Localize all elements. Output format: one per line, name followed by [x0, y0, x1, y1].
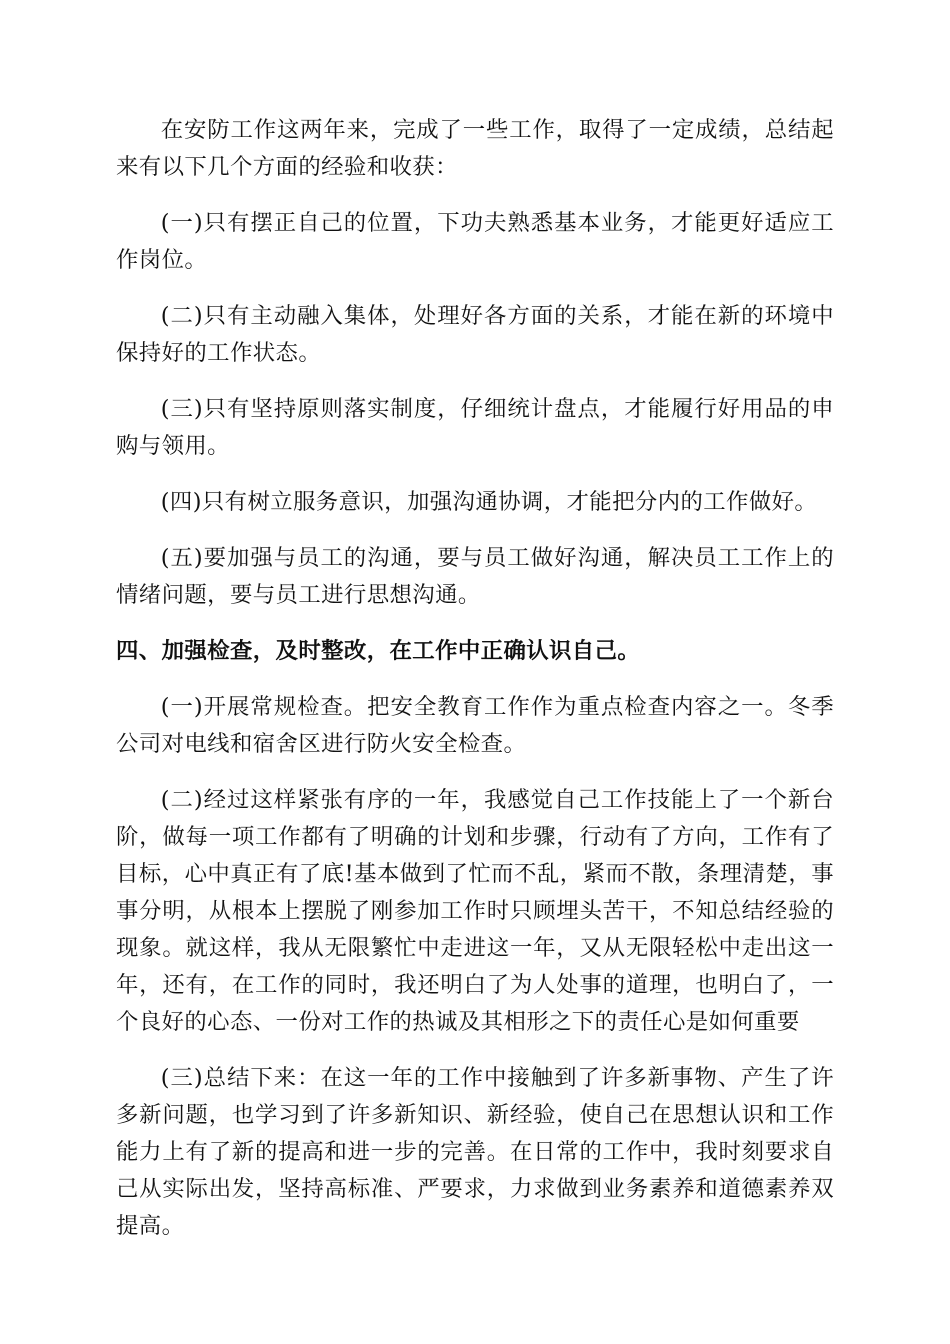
paragraph-intro: 在安防工作这两年来，完成了一些工作，取得了一定成绩，总结起来有以下几个方面的经验和收获： [116, 117, 834, 180]
paragraph-item-4: (四)只有树立服务意识，加强沟通协调，才能把分内的工作做好。 [160, 489, 818, 515]
section-paragraph-1: (一)开展常规检查。把安全教育工作作为重点检查内容之一。冬季公司对电线和宿舍区进行防火安全检查。 [116, 694, 834, 757]
paragraph-item-3: (三)只有坚持原则落实制度，仔细统计盘点，才能履行好用品的申购与领用。 [116, 396, 834, 459]
document-page [116, 112, 834, 1264]
section-heading: 四、加强检查，及时整改，在工作中正确认识自己。 [116, 638, 641, 664]
paragraph-item-1: (一)只有摆正自己的位置，下功夫熟悉基本业务，才能更好适应工作岗位。 [116, 210, 834, 273]
paragraph-item-5: (五)要加强与员工的沟通，要与员工做好沟通，解决员工工作上的情绪问题，要与员工进行思想沟通。 [116, 545, 834, 608]
paragraph-item-2: (二)只有主动融入集体，处理好各方面的关系，才能在新的环境中保持好的工作状态。 [116, 303, 834, 366]
section-paragraph-2: (二)经过这样紧张有序的一年，我感觉自己工作技能上了一个新台阶，做每一项工作都有了明确的计划和步骤，行动有了方向，工作有了目标，心中真正有了底!基本做到了忙而不乱，紧而不散，条理清楚，事事分明，从根本上摆脱了刚参加工作时只顾埋头苦干，不知总结经验的现象。就这样，我从无限繁忙中走进这一年，又从无限轻松中走出这一年，还有，在工作的同时，我还明白了为人处事的道理，也明白了，一个良好的心态、一份对工作的热诚及其相形之下的责任心是如何重要 [116, 787, 834, 1035]
section-paragraph-3: (三)总结下来：在这一年的工作中接触到了许多新事物、产生了许多新问题，也学习到了许多新知识、新经验，使自己在思想认识和工作能力上有了新的提高和进一步的完善。在日常的工作中，我时刻要求自己从实际出发，坚持高标准、严要求，力求做到业务素养和道德素养双提高。 [116, 1065, 834, 1239]
